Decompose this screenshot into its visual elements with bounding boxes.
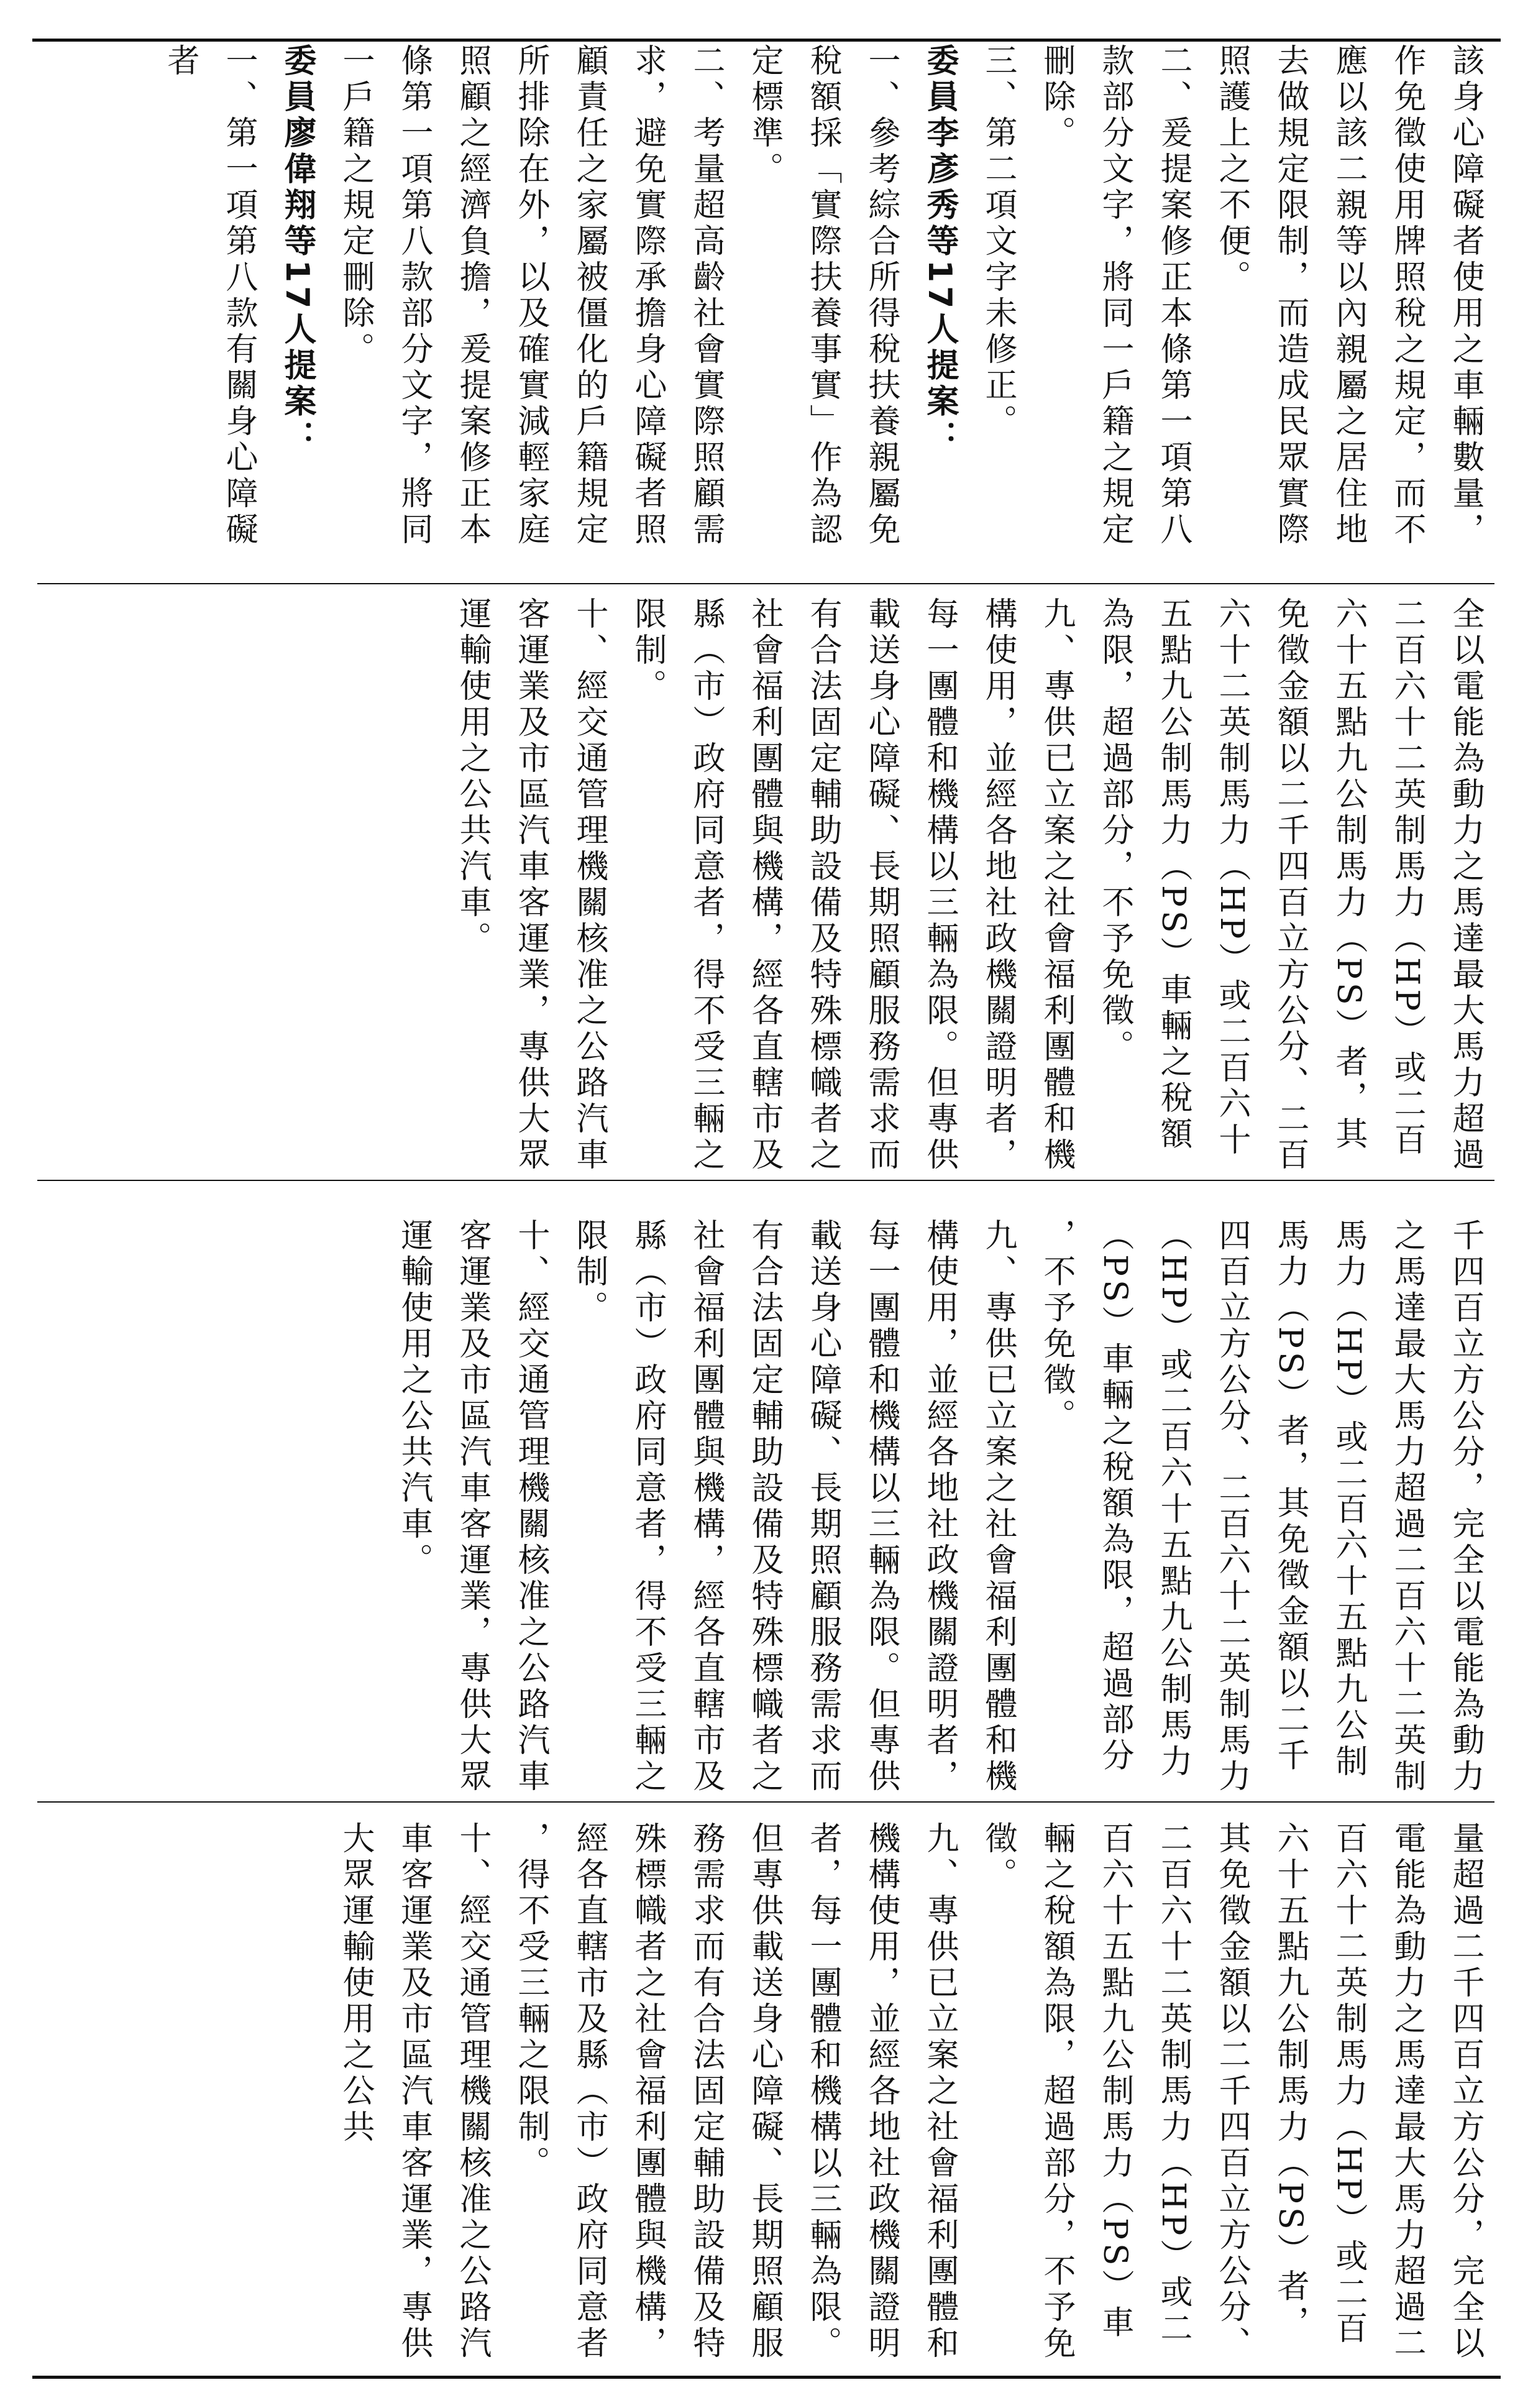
paragraph: 九、專供已立案之社會福利團體和機構使用，並經各地社政機關證明者，每一團體和機構以三輛為限。但專供載送身心障礙、長期照顧服務需求而有合法固定輔助設備及特殊標幟者之社會福利團體與機構，經各直轄市及縣（市）政府同意者，得不受三輛之限制。 — [570, 1218, 1017, 1795]
paragraph: 一、第一項第八款有關身心障礙者 — [162, 44, 257, 548]
paragraph: 九、專供已立案之社會福利團體和機構使用，並經各地社政機關證明者，每一團體和機構以三輛為限。但專供載送身心障礙、長期照顧服務需求而有合法固定輔助設備及特殊標幟者之社會福利團體與機構，經各直轄市及縣（市）政府同意者，得不受三輛之限制。 — [629, 597, 1075, 1174]
text-panel-bottom-left — [37, 1821, 1494, 2368]
paragraph: 十、經交通管理機關核准之公路汽車客運業及市區汽車客運業，專供大眾運輸使用之公共汽車。 — [395, 1218, 549, 1795]
paragraph: 十、經交通管理機關核准之公路汽車客運業及市區汽車客運業，專供大眾運輸使用之公共 — [337, 1821, 491, 2362]
text-panel-top-left — [37, 597, 1494, 1175]
text-panel-top-right — [37, 44, 1494, 578]
paragraph: 量超過二千四百立方公分，完全以電能為動力之馬達最大馬力超過二百六十二英制馬力（HP）或二百六十五點九公制馬力（PS）者，其免徵金額以二千四百立方公分、二百六十二英制馬力（HP）或二百六十五點九公制馬力（PS）車輛之稅額為限，超過部分，不予免徵。 — [979, 1821, 1484, 2362]
paragraph: 二、考量超高齡社會實際照顧需求，避免實際承擔身心障礙者照顧責任之家屬被僵化的戶籍規定所排除在外，以及確實減輕家庭照顧之經濟負擔，爰提案修正本條第一項第八款部分文字，將同一戶籍之規定刪除。 — [337, 44, 725, 548]
paragraph: 一、參考綜合所得稅扶養親屬免稅額採「實際扶養事實」作為認定標準。 — [746, 44, 900, 548]
bottom-rule — [32, 2376, 1501, 2379]
paragraph: 全以電能為動力之馬達最大馬力超過二百六十二英制馬力（HP）或二百六十五點九公制馬力（PS）者，其免徵金額以二千四百立方公分、二百六十二英制馬力（HP）或二百六十五點九公制馬力（PS）車輛之稅額為限，超過部分，不予免徵。 — [1096, 597, 1484, 1174]
paragraph: 該身心障礙者使用之車輛數量，作免徵使用牌照稅之規定，而不應以該二親等以內親屬之居住地去做規定限制，而造成民眾實際照護上之不便。 — [1213, 44, 1484, 548]
panel-divider — [37, 583, 1494, 584]
paragraph: 九、專供已立案之社會福利團體和機構使用，並經各地社政機關證明者，每一團體和機構以三輛為限。但專供載送身心障礙、長期照顧服務需求而有合法固定輔助設備及特殊標幟者之社會福利團體與機構，經各直轄市及縣（市）政府同意者，得不受三輛之限制。 — [512, 1821, 958, 2362]
paragraph: 十、經交通管理機關核准之公路汽車客運業及市區汽車客運業，專供大眾運輸使用之公共汽車。 — [454, 597, 608, 1174]
panel-divider — [37, 1180, 1494, 1181]
paragraph: 二、爰提案修正本條第一項第八款部分文字，將同一戶籍之規定刪除。 — [1038, 44, 1192, 548]
paragraph: 三、第二項文字未修正。 — [979, 44, 1017, 440]
top-rule — [32, 39, 1501, 42]
proposal-heading: 委員李彥秀等17人提案： — [921, 44, 958, 457]
text-panel-bottom-right — [37, 1218, 1494, 1796]
panel-divider — [37, 1801, 1494, 1803]
paragraph: 千四百立方公分，完全以電能為動力之馬達最大馬力超過二百六十二英制馬力（HP）或二百六十五點九公制馬力（PS）者，其免徵金額以二千四百立方公分、二百六十二英制馬力（HP）或二百六十五點九公制馬力（PS）車輛之稅額為限，超過部分，不予免徵。 — [1038, 1218, 1484, 1795]
proposal-heading: 委員廖偉翔等17人提案： — [278, 44, 316, 457]
